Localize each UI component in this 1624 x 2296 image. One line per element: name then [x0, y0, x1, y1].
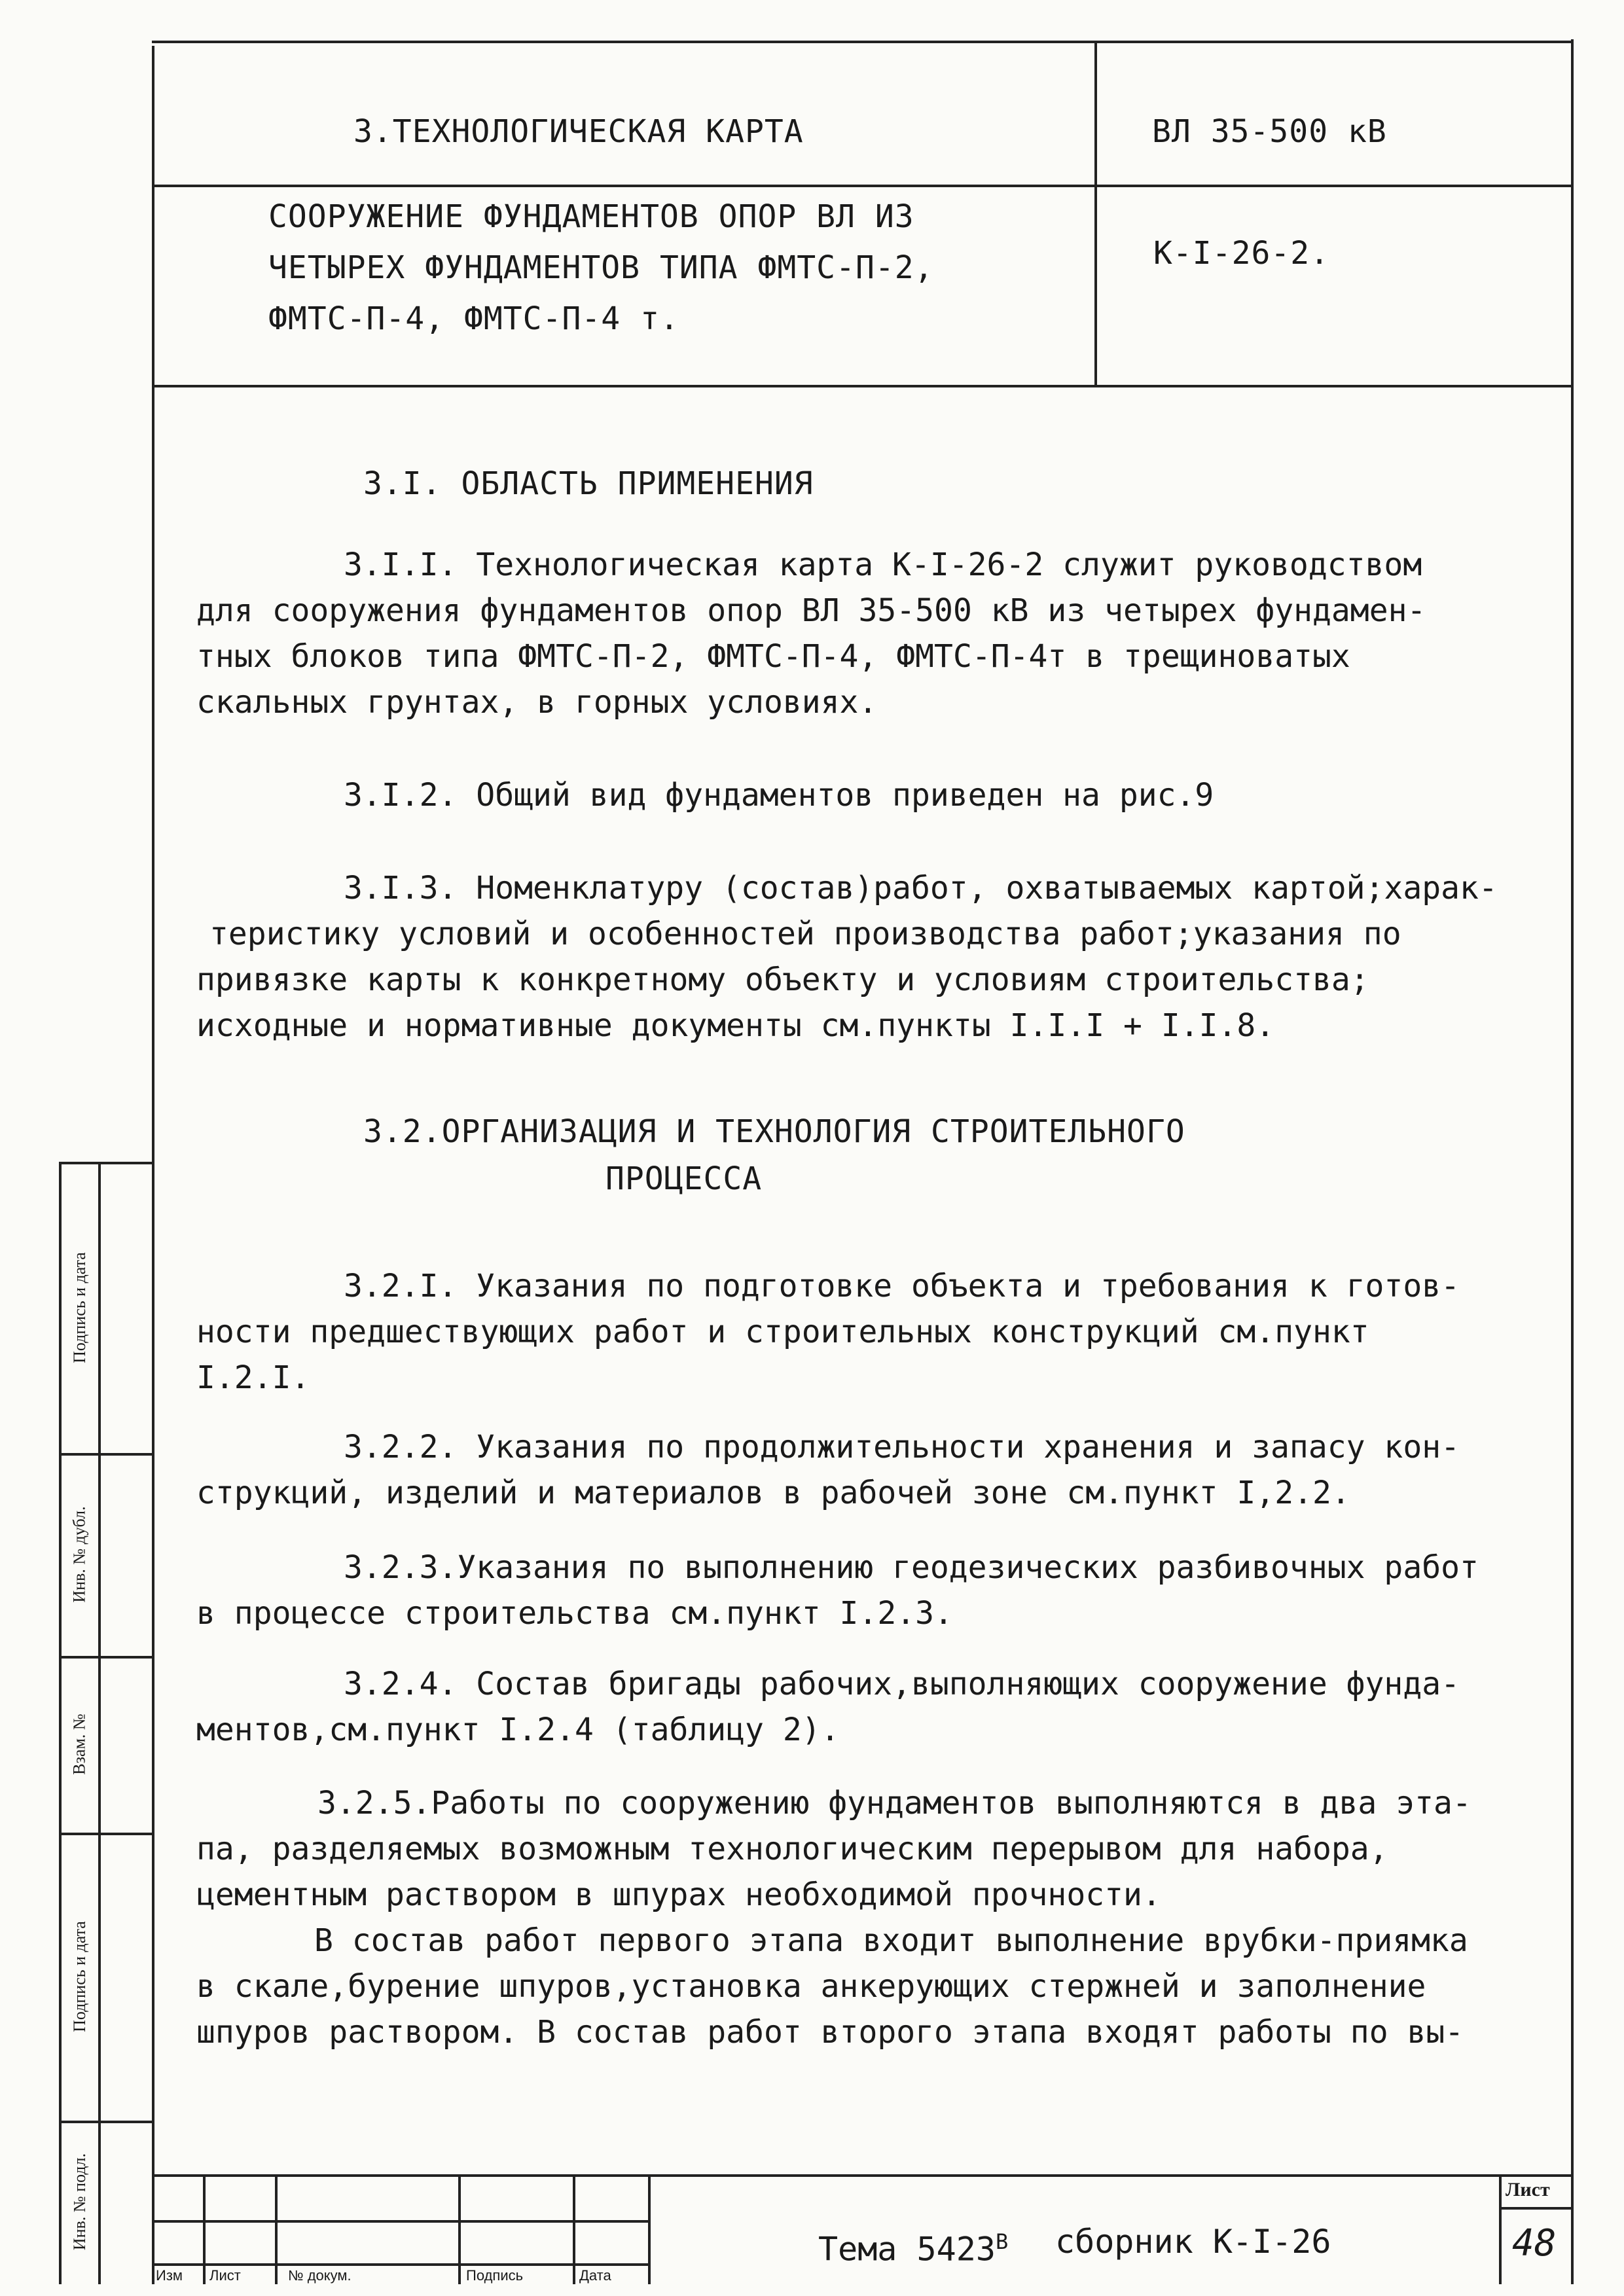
text-line: В состав работ первого этапа входит выполнение врубки-приямка — [314, 1922, 1468, 1959]
text-line: исходные и нормативные документы см.пункты I.I.I + I.I.8. — [196, 1007, 1275, 1044]
text-line: 3.2.4. Состав бригады рабочих,выполняющих сооружение фунда- — [344, 1666, 1460, 1702]
text-line: 3.I.I. Технологическая карта К-I-26-2 служит руководством — [344, 547, 1422, 583]
section-heading-3-2-line-1: 3.2.ОРГАНИЗАЦИЯ И ТЕХНОЛОГИЯ СТРОИТЕЛЬНОГО — [363, 1113, 1185, 1150]
text-line: 3.2.3.Указания по выполнению геодезических разбивочных работ — [344, 1549, 1479, 1586]
section-heading-3-2-line-2: ПРОЦЕССА — [605, 1160, 763, 1197]
text-line: па, разделяемых возможным технологическим перерывом для набора, — [196, 1831, 1388, 1867]
text-line: скальных грунтах, в горных условиях. — [196, 684, 878, 721]
text-line: шпуров раствором. В состав работ второго этапа входят работы по вы- — [196, 2014, 1464, 2051]
text-line: теристику условий и особенностей производства работ;указания по — [209, 916, 1401, 952]
paragraph-3-2-3 — [196, 1545, 1555, 1636]
stamp-label-podpis: Подпись — [466, 2267, 524, 2284]
stamp-col-3 — [458, 2174, 461, 2284]
text-line: 3.I.2. Общий вид фундаментов приведен на рис.9 — [344, 777, 1214, 814]
frame-top-border — [152, 41, 1574, 43]
sheet-box-left — [1499, 2174, 1502, 2284]
text-line: для сооружения фундаментов опор ВЛ 35-500 кВ из четырех фундамен- — [196, 592, 1426, 629]
topic-text: Тема 5423 — [818, 2230, 996, 2269]
text-line: 3.2.I. Указания по подготовке объекта и требования к готов- — [344, 1268, 1460, 1304]
subtitle-line-1: СООРУЖЕНИЕ ФУНДАМЕНТОВ ОПОР ВЛ ИЗ — [268, 198, 914, 235]
frame-left-border — [152, 46, 154, 2284]
sheet-box-divider — [1499, 2207, 1574, 2210]
text-line: 3.2.2. Указания по продолжительности хранения и запасу кон- — [344, 1429, 1460, 1465]
footer-collection: сборник К-I-26 — [1055, 2223, 1331, 2261]
line-voltage-code: ВЛ 35-500 кВ — [1152, 113, 1387, 150]
header-divider — [1094, 41, 1097, 387]
sheet-number: 48 — [1512, 2222, 1557, 2265]
text-line: привязке карты к конкретному объекту и условиям строительства; — [196, 961, 1369, 998]
text-line: ментов,см.пункт I.2.4 (таблицу 2). — [196, 1712, 840, 1748]
sheet-label: Лист — [1506, 2179, 1550, 2200]
stamp-col-1 — [203, 2174, 206, 2284]
text-line: 3.2.5.Работы по сооружению фундаментов выполняются в два эта- — [317, 1785, 1471, 1821]
side-label-inv-dubl: Инв. № дубл. — [70, 1506, 89, 1603]
stamp-label-doc: № докум. — [288, 2267, 352, 2284]
side-label-vzam: Взам. № — [70, 1713, 90, 1775]
text-line: I.2.I. — [196, 1359, 310, 1396]
stamp-label-izm: Изм — [156, 2267, 183, 2284]
stamp-label-list: Лист — [209, 2267, 241, 2284]
paragraph-3-2-4 — [196, 1661, 1555, 1753]
text-line: струкций, изделий и материалов в рабочей зоне см.пункт I,2.2. — [196, 1475, 1350, 1511]
text-line: 3.I.3. Номенклатуру (состав)работ, охватываемых картой;харак- — [344, 870, 1498, 906]
text-line: ности предшествующих работ и строительных конструкций см.пункт — [196, 1314, 1369, 1350]
section-heading-3-1: 3.I. ОБЛАСТЬ ПРИМЕНЕНИЯ — [363, 465, 814, 502]
side-label-podpis-2: Подпись и дата — [70, 1251, 89, 1363]
footer-topic — [818, 2223, 1008, 2269]
header-bottom-line — [152, 385, 1574, 387]
card-code: К-I-26-2. — [1153, 235, 1330, 272]
stamp-col-4 — [573, 2174, 575, 2284]
card-title: 3.ТЕХНОЛОГИЧЕСКАЯ КАРТА — [353, 113, 804, 150]
topic-superscript: В — [995, 2229, 1009, 2254]
subtitle-line-3: ФМТС-П-4, ФМТС-П-4 т. — [268, 300, 679, 337]
text-line: цементным раствором в шпурах необходимой прочности. — [196, 1876, 1161, 1913]
paragraph-3-1-3 — [196, 865, 1555, 1049]
frame-right-border — [1571, 39, 1574, 2284]
subtitle-line-2: ЧЕТЫРЕХ ФУНДАМЕНТОВ ТИПА ФМТС-П-2, — [268, 249, 934, 286]
stamp-label-data: Дата — [579, 2267, 611, 2284]
paragraph-3-2-5-cont — [196, 1918, 1555, 2055]
paragraph-3-1-1 — [196, 542, 1555, 725]
stamp-col-2 — [275, 2174, 278, 2284]
text-line: в процессе строительства см.пункт I.2.3. — [196, 1595, 953, 1632]
paragraph-3-2-2 — [196, 1424, 1555, 1516]
header-mid-line — [152, 185, 1574, 187]
paragraph-3-2-1 — [196, 1263, 1555, 1401]
stamp-col-5 — [648, 2174, 651, 2284]
paragraph-3-2-5 — [196, 1780, 1555, 1918]
paragraph-3-1-2 — [196, 772, 1555, 818]
footer-top-line — [152, 2174, 1574, 2177]
text-line: тных блоков типа ФМТС-П-2, ФМТС-П-4, ФМТС-П-4т в трещиноватых — [196, 638, 1350, 675]
side-label-podpis-1: Подпись и дата — [70, 1921, 89, 2032]
side-label-inv-podl: Инв. № подл. — [70, 2153, 89, 2251]
text-line: в скале,бурение шпуров,установка анкерующих стержней и заполнение — [196, 1968, 1426, 2005]
